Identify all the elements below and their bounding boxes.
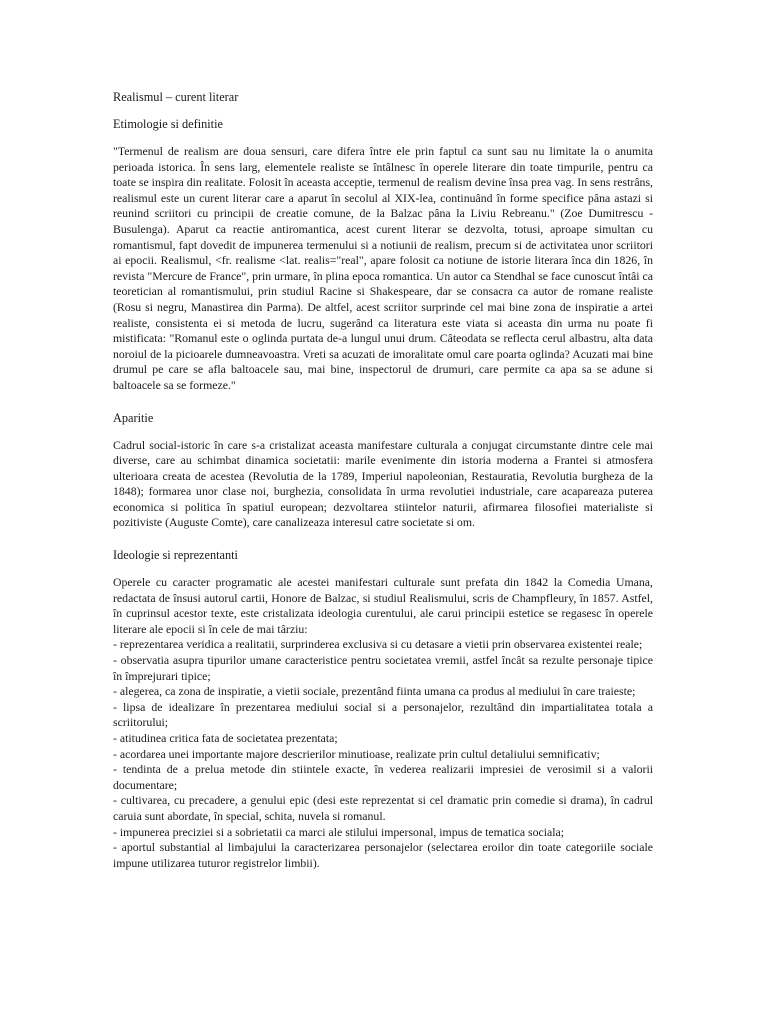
document-title: Realismul – curent literar — [113, 90, 239, 104]
list-item: - observatia asupra tipurilor umane caracteristice pentru societatea vremii, astfel încât sa rezulte personaje tipice în împrejurari tipice; — [113, 653, 653, 683]
list-item: - atitudinea critica fata de societatea prezentata; — [113, 731, 338, 745]
list-item: - acordarea unei importante majore descrierilor minutioase, realizate prin cultul detaliului semnificativ; — [113, 746, 600, 761]
list-item: - tendinta de a prelua metode din stiintele exacte, în vederea realizarii impresiei de verosimil si a valorii documentare; — [113, 762, 653, 792]
list-item: - lipsa de idealizare în prezentarea mediului social si a personajelor, rezultând din impartialitatea totala a scriitorului; — [113, 699, 653, 730]
section-heading-etimologie: Etimologie si definitie — [113, 117, 223, 131]
list-item: - cultivarea, cu precadere, a genului epic (desi este reprezentat si cel dramatic prin comedie si drama), în cadrul caruia sunt abordate, în special, schita, nuvela si romanul. — [113, 793, 653, 823]
list-item: - aportul substantial al limbajului la caracterizarea personajelor (selectarea eroilor din toate categoriile sociale impune utilizarea tuturor registrelor limbii). — [113, 840, 653, 870]
list-item: - alegerea, ca zona de inspiratie, a vietii sociale, prezentând fiinta umana ca produs al mediului în care traieste; — [113, 684, 636, 699]
list-item: - impunerea preciziei si a sobrietatii ca marci ale stilului impersonal, impus de tematica sociala; — [113, 824, 565, 839]
section-paragraph-aparitie: Cadrul social-istoric în care s-a cristalizat aceasta manifestare culturala a conjugat circumstante dintre cele mai diverse, care au schimbat dinamica societatii: marile evenimente din istoria moderna a Frantei si atmosfera ulterioara creata de acestea (Revolutia de la 1789, Imperiul napoleonian, Restauratia, Revolutia burgheza de la 1848); formarea unor clase noi, burghezia, consolidata în urma revolutiei industriale, care acapareaza puterea economica si politica în spatiul european; dezvoltarea stiintelor naturii, afirmarea filosofiei materialiste si pozitiviste (Auguste Comte), care canalizeaza interesul catre societate si om. — [113, 437, 653, 530]
section-heading-aparitie: Aparitie — [113, 410, 154, 425]
list-item: - reprezentarea veridica a realitatii, surprinderea exclusiva si cu detasare a vietii prin observarea existentei reale; — [113, 637, 643, 652]
section-paragraph-etimologie: "Termenul de realism are doua sensuri, care difera între ele prin faptul ca sunt sau nu limitate la o anumita perioada istorica. În sens larg, elementele realiste se întâlnesc în operele literare din toate timpurile, pentru ca toate se inspira din realitate. Folosit în aceasta acceptie, termenul de realism devine însa prea vag. In sens restrâns, realismul este un curent literar care a aparut în secolul al XIX-lea, continuând în forme specifice pâna astazi si reunind scriitori cu principii de creatie comune, de la Balzac pâna la Liviu Rebreanu." (Zoe Dumitrescu - Busulenga). Aparut ca reactie antiromantica, acest curent literar se dezvolta, totusi, aproape simultan cu romantismul, fapt dovedit de impunerea termenului si a notiunii de realism, precum si de activitatea unor scriitori ai epocii. Realismul, <fr. realisme <lat. realis="real", apare folosit ca notiune de istorie literara înca din 1826, în revista "Mercure de France", prin urmare, în plina epoca romantica. Un autor ca Stendhal se face cunoscut întâi ca teoretician al romantismului, prin studiul Racine si Shakespeare, dar se consacra ca autor de romane realiste (Rosu si negru, Manastirea din Parma). De altfel, acest scriitor surprinde cel mai bine zona de inspiratie a artei realiste, consistenta ei si metoda de lucru, sugerând ca literatura este viata si aceasta din urma nu poate fi mistificata: "Romanul este o oglinda purtata de-a lungul unui drum. Câteodata se reflecta cerul albastru, alta data noroiul de la picioarele dumneavoastra. Vreti sa acuzati de imoralitate omul care poarta oglinda? Acuzati mai bine drumul pe care se afla baltoacele sau, mai bine, inspectorul de drumuri, care permite ca apa sa se adune si baltoacele sa se formeze." — [113, 144, 653, 392]
section-paragraph-ideologie: Operele cu caracter programatic ale acestei manifestari culturale sunt prefata din 1842 la Comedia Umana, redactata de însusi autorul cartii, Honore de Balzac, si studiul Realismului, scris de Champfleury, în 1857. Astfel, în cuprinsul acestor texte, este cristalizata ideologia curentului, ale carui principii estetice se regasesc în operele literare ale epocii si în cele de mai târziu: — [113, 575, 653, 636]
principles-list — [113, 637, 653, 871]
section-heading-ideologie: Ideologie si reprezentanti — [113, 548, 238, 563]
document-page — [113, 90, 653, 871]
